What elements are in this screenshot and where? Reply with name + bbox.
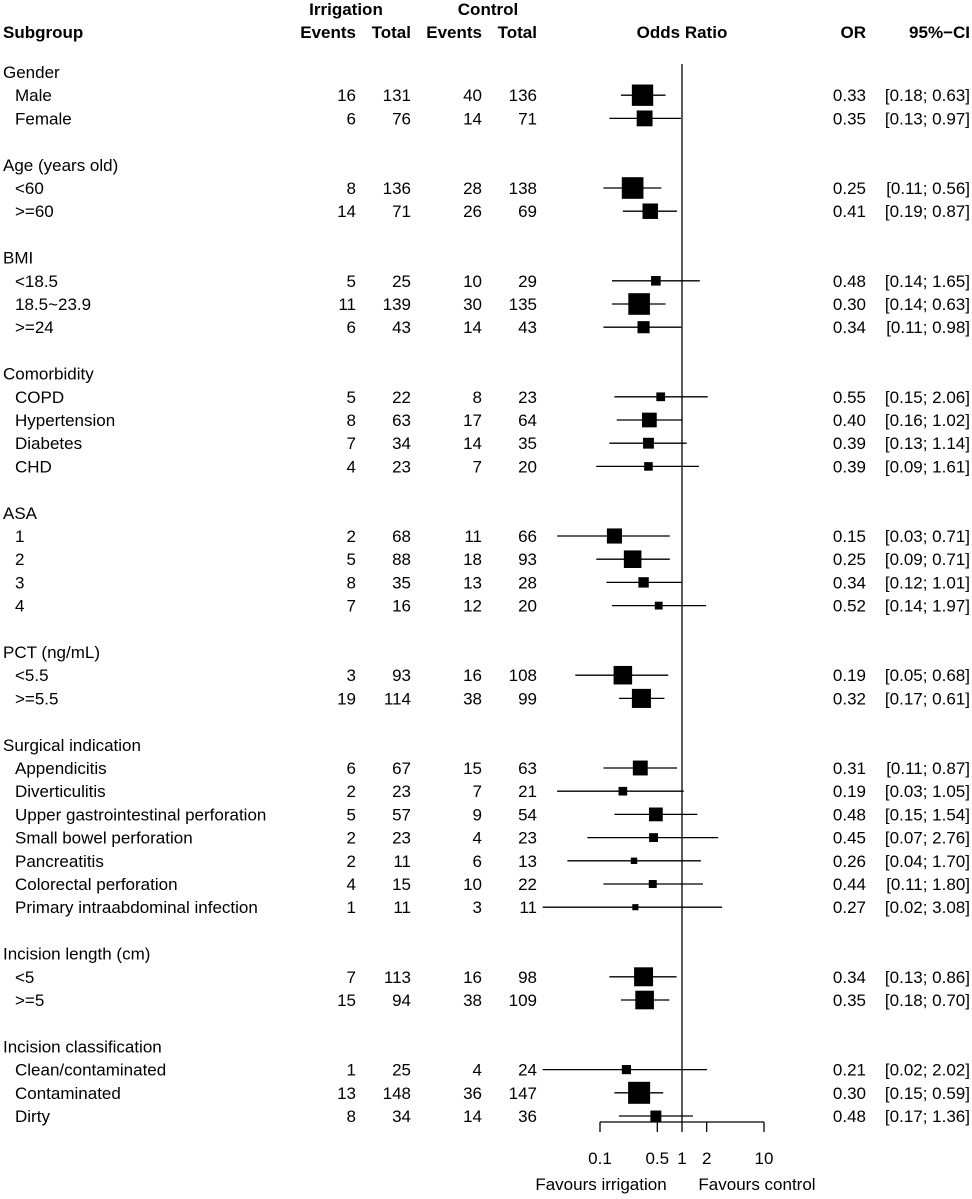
ci-value: [0.15; 1.54] [884,805,970,825]
row-label: >=5 [15,991,45,1010]
irrigation-events: 5 [346,805,356,825]
or-value: 0.25 [832,550,866,570]
control-total: 136 [508,86,537,106]
or-marker [622,177,644,199]
ci-value: [0.13; 0.97] [884,109,970,129]
group-heading: Incision length (cm) [3,944,151,964]
irrigation-total: 15 [392,875,411,894]
or-marker [632,689,651,708]
control-total: 138 [508,179,537,198]
irrigation-events: 3 [346,666,356,686]
control-total: 22 [518,875,537,894]
irrigation-events: 11 [338,295,356,314]
irrigation-events: 14 [337,202,356,222]
ci-value: [0.18; 0.70] [884,991,970,1010]
or-marker [638,321,650,333]
row-label: Clean/contaminated [15,1060,167,1080]
header-or: OR [840,23,866,42]
row-label: Male [15,86,52,106]
or-marker [628,1082,650,1104]
irrigation-events: 7 [346,967,356,987]
irrigation-total: 67 [392,759,411,778]
ci-value: [0.16; 1.02] [884,411,970,430]
or-value: 0.41 [832,202,866,222]
control-events: 3 [472,898,482,918]
ci-value: [0.17; 1.36] [884,1107,970,1126]
irrigation-events: 7 [346,434,356,454]
ci-value: [0.09; 1.61] [884,457,970,477]
control-events: 14 [463,434,482,454]
or-value: 0.39 [832,457,866,477]
irrigation-events: 5 [346,387,356,407]
or-marker [632,85,653,106]
control-total: 54 [518,805,537,825]
irrigation-total: 139 [382,295,411,314]
group-heading: Surgical indication [3,735,141,755]
control-events: 28 [463,179,482,198]
group-heading: BMI [3,248,34,268]
or-marker [649,808,663,822]
row-label: Diabetes [15,434,83,454]
ci-value: [0.11; 0.87] [886,759,970,778]
control-total: 21 [518,782,537,802]
ci-value: [0.02; 2.02] [884,1060,970,1080]
row-label: <5.5 [15,666,49,686]
header-irrigation: Irrigation [309,0,383,19]
row-label: CHD [15,457,52,477]
irrigation-total: 11 [393,898,411,918]
control-events: 38 [463,991,482,1010]
or-marker [632,904,638,910]
control-total: 69 [518,202,537,222]
header-ci: 95%−CI [909,23,970,42]
row-label: Dirty [15,1107,50,1126]
control-events: 6 [472,851,482,871]
row-label: Small bowel perforation [15,828,193,848]
irrigation-events: 15 [337,991,356,1010]
irrigation-total: 113 [383,967,411,987]
irrigation-total: 22 [392,387,411,407]
control-events: 26 [463,202,482,222]
row-label: <5 [15,967,35,987]
row-label: Primary intraabdominal infection [15,898,258,918]
irrigation-events: 2 [346,527,356,546]
or-value: 0.30 [832,1083,866,1103]
control-events: 8 [472,387,482,407]
control-events: 15 [463,759,482,778]
or-value: 0.52 [832,596,866,616]
or-marker [643,438,654,449]
row-label: 1 [15,527,25,546]
ci-value: [0.11; 1.80] [886,875,970,894]
control-total: 36 [518,1107,537,1126]
irrigation-total: 136 [382,179,411,198]
irrigation-events: 5 [346,550,356,570]
irrigation-total: 11 [393,851,411,871]
control-events: 36 [463,1083,482,1103]
row-label: 2 [15,550,25,570]
row-label: <18.5 [15,271,59,291]
control-total: 24 [518,1060,537,1080]
or-marker [607,528,622,543]
irrigation-total: 148 [382,1083,411,1103]
control-events: 16 [463,967,482,987]
row-label: 18.5~23.9 [15,295,92,314]
or-marker [633,761,648,776]
row-label: Appendicitis [15,759,107,778]
irrigation-events: 2 [346,782,356,802]
row-label: >=5.5 [15,689,59,709]
ci-value: [0.04; 1.70] [884,851,970,871]
table-rows [3,63,970,1126]
ci-value: [0.19; 0.87] [884,202,970,222]
group-heading: Comorbidity [3,364,94,384]
row-label: <60 [15,179,44,198]
control-events: 10 [463,875,482,894]
irrigation-total: 34 [392,1107,411,1126]
ci-value: [0.12; 1.01] [884,573,970,593]
control-total: 28 [518,573,537,593]
or-marker [655,602,663,610]
ci-value: [0.03; 1.05] [884,782,970,802]
ci-value: [0.15; 0.59] [884,1083,970,1103]
irrigation-total: 25 [392,271,411,291]
irrigation-total: 94 [392,991,411,1010]
group-heading: PCT (ng/mL) [3,643,100,662]
irrigation-events: 6 [346,109,356,129]
control-events: 16 [463,666,482,686]
axis-tick-label: 1 [677,1149,687,1168]
control-events: 14 [463,318,482,338]
irrigation-events: 7 [346,596,356,616]
control-total: 11 [519,898,537,918]
irrigation-events: 4 [346,457,356,477]
control-events: 7 [472,782,482,802]
irrigation-events: 1 [346,1060,356,1080]
control-total: 23 [518,828,537,848]
irrigation-total: 114 [383,689,411,709]
row-label: >=24 [15,318,54,338]
ci-value: [0.13; 1.14] [884,434,970,454]
ci-value: [0.03; 0.71] [884,527,970,546]
control-total: 64 [518,411,537,430]
ci-value: [0.15; 2.06] [884,387,970,407]
irrigation-total: 88 [392,550,411,570]
control-total: 99 [518,689,537,709]
group-heading: Gender [3,63,60,82]
control-events: 12 [463,596,482,616]
or-marker [614,666,633,685]
or-value: 0.21 [832,1060,866,1080]
or-marker [638,577,648,587]
irrigation-total: 93 [392,666,411,686]
irrigation-events: 8 [346,1107,356,1126]
or-value: 0.48 [832,1107,866,1126]
control-events: 9 [472,805,482,825]
control-total: 43 [518,318,537,338]
or-value: 0.27 [832,898,866,918]
control-total: 108 [508,666,537,686]
row-label: Contaminated [15,1083,121,1103]
axis-tick-label: 0.5 [645,1149,670,1168]
irrigation-total: 63 [392,411,411,430]
or-value: 0.19 [832,782,866,802]
irrigation-total: 34 [392,434,411,454]
or-value: 0.48 [832,271,866,291]
axis-tick-label: 2 [701,1149,712,1168]
or-value: 0.34 [832,573,866,593]
or-marker [643,203,658,218]
ci-value: [0.14; 1.65] [884,271,970,291]
header-control-events: Events [426,23,482,42]
group-heading: Incision classification [3,1037,162,1057]
header-irrigation-total: Total [371,23,411,42]
row-label: COPD [15,387,65,407]
irrigation-total: 23 [392,457,411,477]
row-label: Colorectal perforation [15,875,178,894]
control-total: 23 [518,387,537,407]
control-total: 20 [518,457,537,477]
control-events: 4 [472,828,482,848]
irrigation-total: 131 [382,86,411,106]
header-subgroup: Subgroup [3,23,84,42]
control-total: 20 [518,596,537,616]
control-events: 13 [463,573,482,593]
irrigation-events: 8 [346,573,356,593]
header-control: Control [457,0,519,19]
control-events: 38 [463,689,482,709]
irrigation-total: 23 [392,782,411,802]
or-value: 0.55 [832,387,866,407]
control-total: 93 [518,550,537,570]
row-label: Diverticulitis [15,782,106,802]
control-total: 29 [518,271,537,291]
or-value: 0.33 [832,86,866,106]
header-irrigation-events: Events [300,23,356,42]
ci-value: [0.11; 0.98] [886,318,970,338]
or-marker [637,110,653,126]
irrigation-events: 6 [346,759,356,778]
irrigation-events: 2 [346,851,356,871]
or-marker [624,550,642,568]
or-marker [634,967,653,986]
irrigation-events: 13 [337,1083,356,1103]
row-label: Hypertension [15,411,116,430]
or-marker [649,833,658,842]
or-value: 0.32 [832,689,866,709]
control-events: 30 [463,295,482,314]
or-marker [649,880,657,888]
or-value: 0.45 [832,828,866,848]
or-value: 0.35 [832,109,866,129]
irrigation-events: 6 [346,318,356,338]
or-marker [622,1065,631,1074]
ci-value: [0.02; 3.08] [884,898,970,918]
control-events: 10 [463,271,482,291]
or-value: 0.19 [832,666,866,686]
control-total: 109 [508,991,537,1010]
irrigation-total: 23 [392,828,411,848]
or-marker [651,276,661,286]
or-value: 0.34 [832,318,866,338]
irrigation-total: 68 [392,527,411,546]
irrigation-events: 8 [346,179,356,198]
ci-value: [0.07; 2.76] [884,828,970,848]
irrigation-events: 19 [337,689,356,709]
estimate-marks [543,85,722,1122]
or-value: 0.25 [832,179,866,198]
or-value: 0.40 [832,411,866,430]
ci-value: [0.05; 0.68] [884,666,970,686]
or-marker [619,787,628,796]
or-value: 0.39 [832,434,866,454]
control-events: 7 [472,457,482,477]
control-events: 40 [463,86,482,106]
row-label: Female [15,109,72,129]
favours-irrigation-label: Favours irrigation [535,1175,667,1194]
row-label: Pancreatitis [15,851,104,871]
axis-tick-label: 10 [754,1149,774,1168]
irrigation-events: 4 [346,875,356,894]
group-heading: ASA [3,503,38,523]
or-marker [635,991,654,1010]
ci-value: [0.14; 1.97] [884,596,970,616]
or-value: 0.44 [832,875,866,894]
control-total: 13 [518,851,537,871]
control-total: 147 [508,1083,537,1103]
control-total: 71 [518,109,537,129]
irrigation-events: 1 [346,898,356,918]
control-events: 18 [463,550,482,570]
row-label: 3 [15,573,25,593]
or-value: 0.30 [832,295,866,314]
irrigation-events: 5 [346,271,356,291]
or-marker [631,858,637,864]
control-total: 135 [508,295,537,314]
header-odds-ratio: Odds Ratio [636,23,728,42]
or-marker [642,413,657,428]
control-events: 11 [464,527,482,546]
or-value: 0.26 [832,851,866,871]
axis-tick-label: 0.1 [588,1149,612,1168]
irrigation-total: 16 [392,596,411,616]
header-control-total: Total [497,23,537,42]
irrigation-total: 57 [392,805,411,825]
control-total: 66 [518,527,537,546]
control-total: 98 [518,967,537,987]
ci-value: [0.13; 0.86] [884,967,970,987]
irrigation-total: 35 [392,573,411,593]
control-total: 35 [518,434,537,454]
irrigation-total: 43 [392,318,411,338]
control-events: 17 [463,411,482,430]
or-marker [644,462,653,471]
control-events: 14 [463,109,482,129]
irrigation-total: 25 [392,1060,411,1080]
or-value: 0.34 [832,967,866,987]
control-total: 63 [518,759,537,778]
or-marker [656,392,665,401]
irrigation-total: 76 [392,109,411,129]
or-marker [628,293,650,315]
control-events: 14 [463,1107,482,1126]
irrigation-total: 71 [392,202,411,222]
or-value: 0.31 [832,759,866,778]
or-value: 0.15 [832,527,866,546]
ci-value: [0.17; 0.61] [884,689,970,709]
x-axis [535,64,815,1194]
row-label: >=60 [15,202,54,222]
irrigation-events: 8 [346,411,356,430]
favours-control-label: Favours control [698,1175,816,1194]
irrigation-events: 16 [337,86,356,106]
group-heading: Age (years old) [3,155,119,175]
ci-value: [0.14; 0.63] [884,295,970,314]
irrigation-events: 2 [346,828,356,848]
ci-value: [0.18; 0.63] [884,86,970,106]
control-events: 4 [472,1060,482,1080]
or-value: 0.48 [832,805,866,825]
row-label: 4 [15,596,25,616]
or-marker [650,1111,661,1122]
row-label: Upper gastrointestinal perforation [15,805,267,825]
ci-value: [0.11; 0.56] [886,179,970,198]
ci-value: [0.09; 0.71] [884,550,970,570]
or-value: 0.35 [832,991,866,1010]
